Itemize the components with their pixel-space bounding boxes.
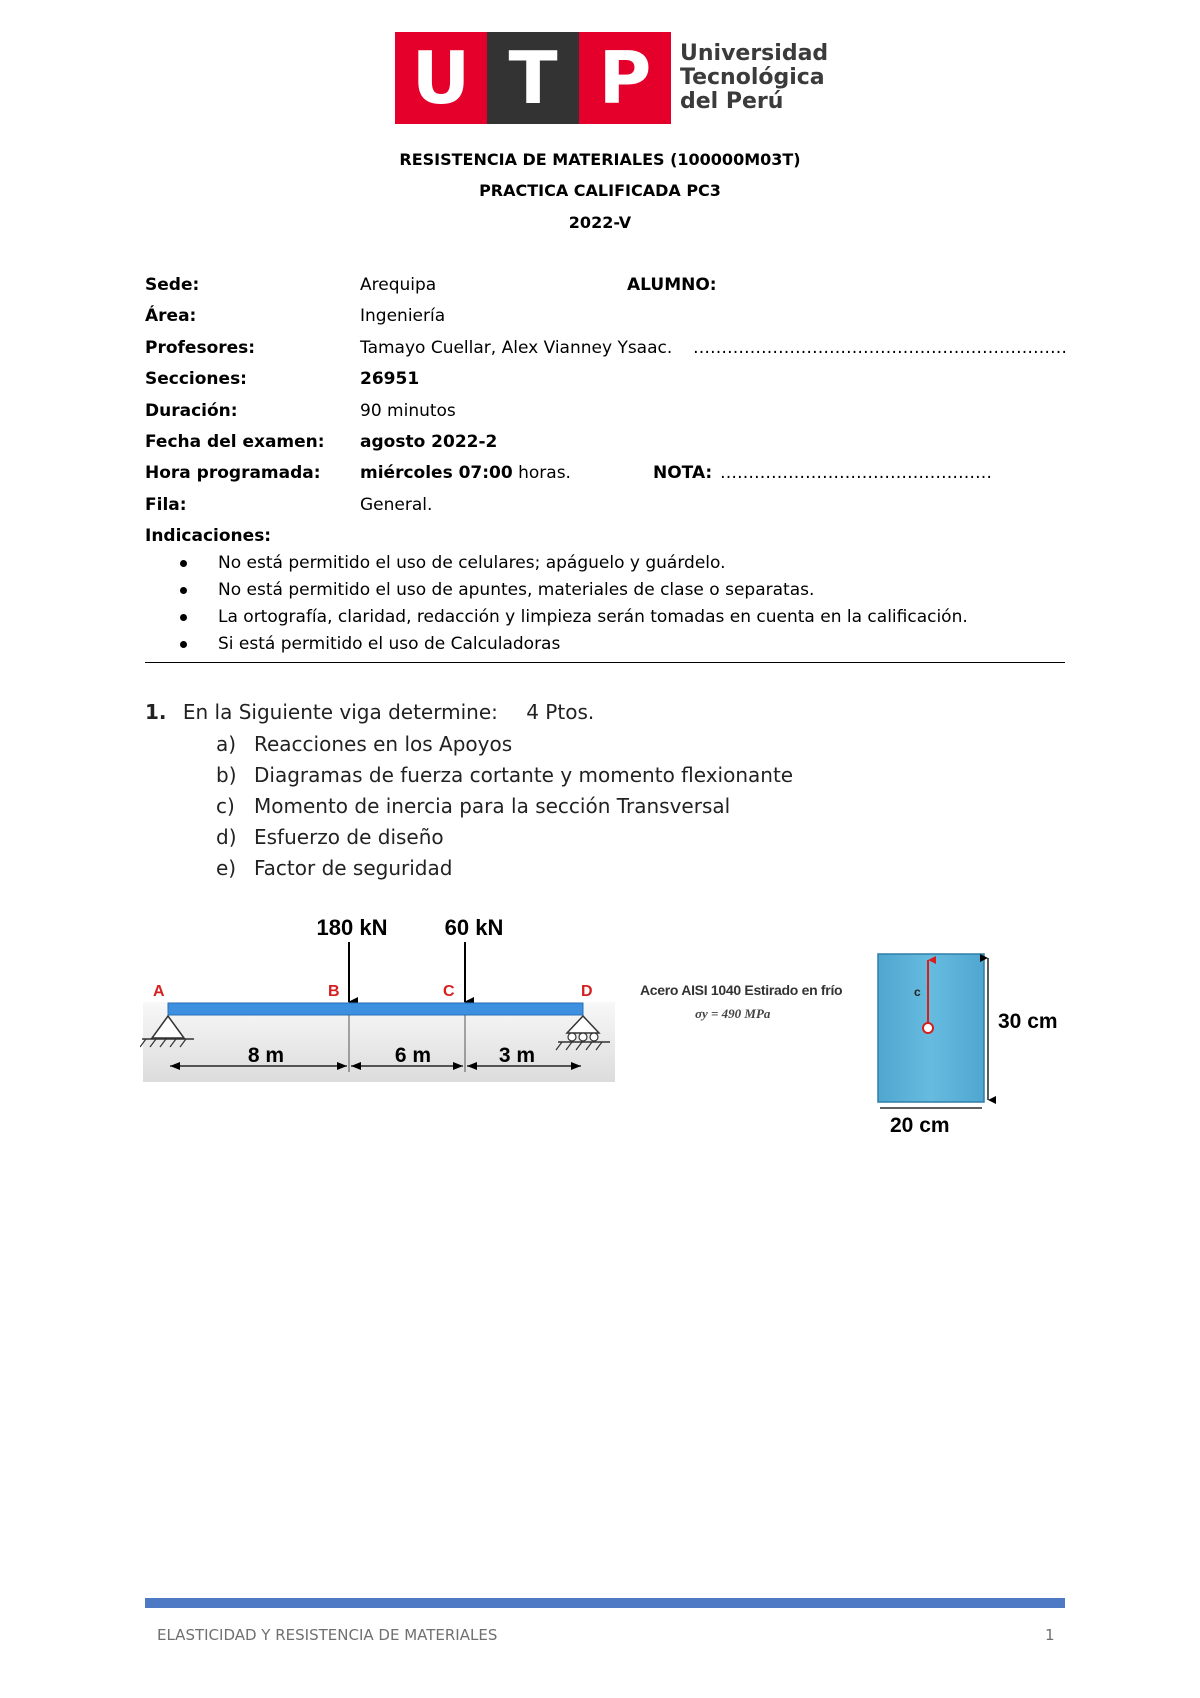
nota-blank-line: ………………………………………… [720,463,992,483]
sede-value: Arequipa [360,275,437,295]
point-c-label: C [443,983,455,1000]
hora-label: Hora programada: [145,463,321,483]
material-label: Acero AISI 1040 Estirado en frío [640,982,843,998]
bullet-icon [180,587,187,594]
fecha-value: agosto 2022-2 [360,432,498,452]
roller-wheel [579,1033,587,1041]
logo-name-line-1: Universidad [680,41,829,66]
question-points: 4 Ptos. [526,700,595,724]
secciones-value: 26951 [360,369,420,389]
height-label: 30 cm [998,1010,1058,1033]
area-label: Área: [145,306,197,326]
beam-diagram [140,900,620,1090]
exam-title: PRACTICA CALIFICADA PC3 [479,181,721,200]
question-part: a) Reacciones en los Apoyos [216,732,513,756]
roller-wheel [590,1033,598,1041]
sede-label: Sede: [145,275,200,295]
secciones-label: Secciones: [145,369,247,389]
section-divider [145,662,1065,663]
span-cd-label: 3 m [498,1044,536,1067]
point-d-label: D [581,983,593,1000]
fecha-label: Fecha del examen: [145,432,325,452]
logo-letter-t: T [487,32,579,124]
footer-title: ELASTICIDAD Y RESISTENCIA DE MATERIALES [157,1626,498,1644]
point-b-label: B [328,983,340,1000]
span-bc-label: 6 m [394,1044,432,1067]
profesores-label: Profesores: [145,338,256,358]
hora-unit: horas. [512,463,571,483]
duracion-label: Duración: [145,401,238,421]
question-part: c) Momento de inercia para la sección Transversal [216,794,731,818]
load-c-label: 60 kN [444,915,504,940]
logo-name-line-3: del Perú [680,89,784,114]
logo-letter-p: P [579,32,671,124]
bullet-icon [180,560,187,567]
question-part: e) Factor de seguridad [216,856,453,880]
duracion-value: 90 minutos [360,401,456,421]
roller-wheel [568,1033,576,1041]
fila-value: General. [360,495,433,515]
bullet-icon [180,641,187,648]
question-1 [145,700,594,724]
yield-stress-label: σy = 490 MPa [695,1006,771,1021]
question-text: En la Siguiente viga determine: [182,700,498,724]
width-label: 20 cm [890,1114,950,1137]
alumno-blank-line: ………………………………………………………… [693,338,1067,358]
course-title: RESISTENCIA DE MATERIALES (100000M03T) [399,150,801,169]
utp-logo [395,32,671,124]
nota-label: NOTA: [653,463,713,483]
indicaciones-label: Indicaciones: [145,526,272,546]
hora-value [360,463,571,483]
question-part: d) Esfuerzo de diseño [216,825,444,849]
footer-bar [145,1598,1065,1608]
point-a-label: A [153,983,165,1000]
logo-letter-u: U [395,32,487,124]
page-number: 1 [1045,1626,1055,1644]
centroid-marker [923,1023,933,1033]
exam-term: 2022-V [568,213,632,232]
beam-bar [168,1003,583,1015]
load-b-label: 180 kN [316,915,388,940]
profesores-value: Tamayo Cuellar, Alex Vianney Ysaac. [360,338,673,358]
logo-university-name [680,42,828,114]
question-part: b) Diagramas de fuerza cortante y momento flexionante [216,763,794,787]
bullet-icon [180,614,187,621]
fila-label: Fila: [145,495,187,515]
span-ab-label: 8 m [247,1044,285,1067]
question-parts [216,732,793,887]
logo-name-line-2: Tecnológica [680,65,825,90]
hora-day: miércoles 07:00 [360,463,513,483]
alumno-label: ALUMNO: [627,275,717,295]
area-value: Ingeniería [360,306,446,326]
question-number: 1. [145,700,167,724]
c-label: c [914,985,921,999]
cross-section-diagram [870,948,1070,1138]
